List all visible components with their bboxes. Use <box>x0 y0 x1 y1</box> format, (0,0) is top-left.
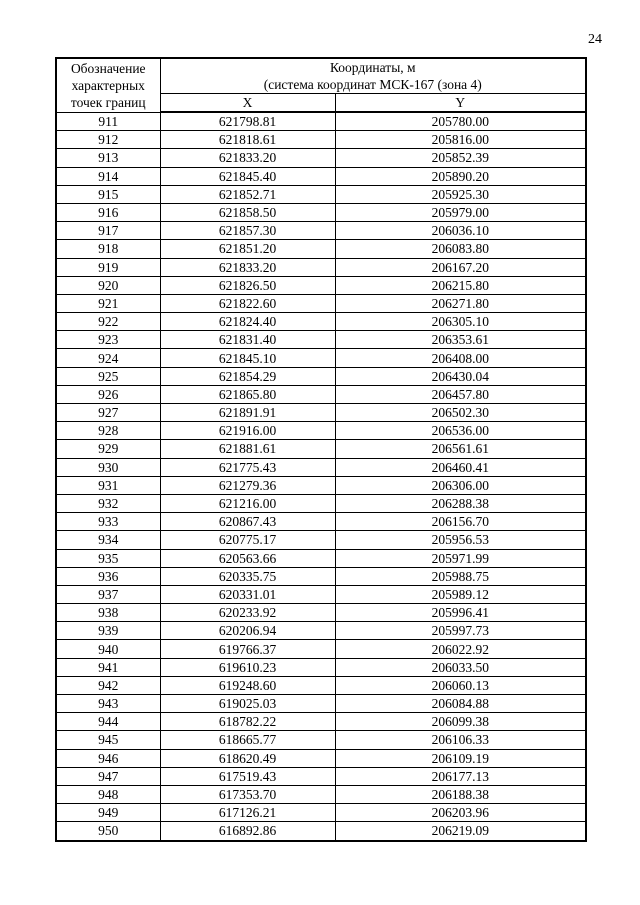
table-row <box>56 149 586 167</box>
y-coordinate-cell: 206502.30 <box>335 404 586 422</box>
table-row <box>56 822 586 841</box>
table-row <box>56 476 586 494</box>
table-row <box>56 422 586 440</box>
x-coordinate-cell: 619610.23 <box>160 658 335 676</box>
y-column-header: Y <box>335 94 586 113</box>
header-label-line: точек границ <box>70 94 146 110</box>
point-id-cell: 912 <box>56 131 160 149</box>
table-row <box>56 276 586 294</box>
point-id-cell: 946 <box>56 749 160 767</box>
table-row <box>56 585 586 603</box>
point-id-cell: 927 <box>56 404 160 422</box>
table-row <box>56 131 586 149</box>
y-coordinate-cell: 206177.13 <box>335 767 586 785</box>
point-id-cell: 925 <box>56 367 160 385</box>
y-coordinate-cell: 205816.00 <box>335 131 586 149</box>
x-coordinate-cell: 619025.03 <box>160 695 335 713</box>
y-coordinate-cell: 206203.96 <box>335 804 586 822</box>
point-id-cell: 938 <box>56 604 160 622</box>
y-coordinate-cell: 205997.73 <box>335 622 586 640</box>
x-coordinate-cell: 621798.81 <box>160 112 335 131</box>
point-id-cell: 911 <box>56 112 160 131</box>
table-row <box>56 731 586 749</box>
y-coordinate-cell: 206156.70 <box>335 513 586 531</box>
x-coordinate-cell: 621824.40 <box>160 313 335 331</box>
point-id-cell: 929 <box>56 440 160 458</box>
y-coordinate-cell: 206188.38 <box>335 785 586 803</box>
table-row <box>56 313 586 331</box>
x-coordinate-cell: 620867.43 <box>160 513 335 531</box>
x-coordinate-cell: 621826.50 <box>160 276 335 294</box>
y-coordinate-cell: 206109.19 <box>335 749 586 767</box>
y-coordinate-cell: 205890.20 <box>335 167 586 185</box>
x-coordinate-cell: 621858.50 <box>160 203 335 221</box>
point-id-cell: 947 <box>56 767 160 785</box>
x-coordinate-cell: 621822.60 <box>160 294 335 312</box>
y-coordinate-cell: 206353.61 <box>335 331 586 349</box>
table-row <box>56 458 586 476</box>
table-row <box>56 385 586 403</box>
y-coordinate-cell: 205925.30 <box>335 185 586 203</box>
y-coordinate-cell: 206060.13 <box>335 676 586 694</box>
table-row <box>56 804 586 822</box>
x-coordinate-cell: 618665.77 <box>160 731 335 749</box>
point-id-cell: 931 <box>56 476 160 494</box>
x-coordinate-cell: 621279.36 <box>160 476 335 494</box>
point-id-cell: 935 <box>56 549 160 567</box>
y-coordinate-cell: 206036.10 <box>335 222 586 240</box>
point-id-cell: 917 <box>56 222 160 240</box>
y-coordinate-cell: 206457.80 <box>335 385 586 403</box>
point-id-cell: 922 <box>56 313 160 331</box>
x-coordinate-cell: 621916.00 <box>160 422 335 440</box>
x-coordinate-cell: 618620.49 <box>160 749 335 767</box>
y-coordinate-cell: 206219.09 <box>335 822 586 841</box>
table-row <box>56 676 586 694</box>
table-row <box>56 785 586 803</box>
y-coordinate-cell: 206022.92 <box>335 640 586 658</box>
x-coordinate-cell: 620335.75 <box>160 567 335 585</box>
table-row <box>56 494 586 512</box>
y-coordinate-cell: 205971.99 <box>335 549 586 567</box>
y-coordinate-cell: 206099.38 <box>335 713 586 731</box>
point-id-cell: 914 <box>56 167 160 185</box>
table-row <box>56 549 586 567</box>
point-id-cell: 941 <box>56 658 160 676</box>
coordinates-table <box>55 57 587 842</box>
coordinates-header-line: (система координат МСК-167 (зона 4) <box>263 77 482 92</box>
point-id-cell: 926 <box>56 385 160 403</box>
table-row <box>56 567 586 585</box>
point-id-cell: 921 <box>56 294 160 312</box>
table-row <box>56 167 586 185</box>
point-id-cell: 945 <box>56 731 160 749</box>
x-coordinate-cell: 621833.20 <box>160 258 335 276</box>
y-coordinate-cell: 205979.00 <box>335 203 586 221</box>
y-coordinate-cell: 206271.80 <box>335 294 586 312</box>
y-coordinate-cell: 205852.39 <box>335 149 586 167</box>
x-coordinate-cell: 619248.60 <box>160 676 335 694</box>
y-coordinate-cell: 206084.88 <box>335 695 586 713</box>
header-label-line: Обозначение <box>70 60 146 76</box>
x-coordinate-cell: 617519.43 <box>160 767 335 785</box>
x-coordinate-cell: 621831.40 <box>160 331 335 349</box>
table-row <box>56 767 586 785</box>
table-row <box>56 658 586 676</box>
y-coordinate-cell: 205996.41 <box>335 604 586 622</box>
x-coordinate-cell: 621891.91 <box>160 404 335 422</box>
table-row <box>56 531 586 549</box>
x-coordinate-cell: 621845.10 <box>160 349 335 367</box>
x-coordinate-cell: 621854.29 <box>160 367 335 385</box>
point-id-cell: 924 <box>56 349 160 367</box>
point-id-cell: 944 <box>56 713 160 731</box>
table-body <box>56 112 586 841</box>
x-coordinate-cell: 621881.61 <box>160 440 335 458</box>
x-coordinate-cell: 621216.00 <box>160 494 335 512</box>
coordinates-header <box>160 58 586 94</box>
y-coordinate-cell: 205989.12 <box>335 585 586 603</box>
x-coordinate-cell: 617126.21 <box>160 804 335 822</box>
point-id-cell: 915 <box>56 185 160 203</box>
point-id-cell: 923 <box>56 331 160 349</box>
point-id-cell: 942 <box>56 676 160 694</box>
point-id-cell: 940 <box>56 640 160 658</box>
table-row <box>56 695 586 713</box>
y-coordinate-cell: 206430.04 <box>335 367 586 385</box>
x-coordinate-cell: 621852.71 <box>160 185 335 203</box>
x-coordinate-cell: 621818.61 <box>160 131 335 149</box>
table-row <box>56 713 586 731</box>
x-coordinate-cell: 621865.80 <box>160 385 335 403</box>
table-row <box>56 622 586 640</box>
y-coordinate-cell: 206460.41 <box>335 458 586 476</box>
y-coordinate-cell: 206106.33 <box>335 731 586 749</box>
table-row <box>56 112 586 131</box>
point-id-cell: 934 <box>56 531 160 549</box>
point-id-cell: 943 <box>56 695 160 713</box>
x-coordinate-cell: 620206.94 <box>160 622 335 640</box>
y-coordinate-cell: 206288.38 <box>335 494 586 512</box>
table-row <box>56 203 586 221</box>
point-id-cell: 930 <box>56 458 160 476</box>
y-coordinate-cell: 206033.50 <box>335 658 586 676</box>
y-coordinate-cell: 206561.61 <box>335 440 586 458</box>
x-column-header: X <box>160 94 335 113</box>
y-coordinate-cell: 205988.75 <box>335 567 586 585</box>
table-row <box>56 222 586 240</box>
x-coordinate-cell: 620775.17 <box>160 531 335 549</box>
point-id-cell: 939 <box>56 622 160 640</box>
point-id-cell: 916 <box>56 203 160 221</box>
point-designation-header <box>56 58 160 112</box>
point-id-cell: 919 <box>56 258 160 276</box>
table-row <box>56 404 586 422</box>
x-coordinate-cell: 621775.43 <box>160 458 335 476</box>
y-coordinate-cell: 206306.00 <box>335 476 586 494</box>
x-coordinate-cell: 620233.92 <box>160 604 335 622</box>
y-coordinate-cell: 205780.00 <box>335 112 586 131</box>
x-coordinate-cell: 620331.01 <box>160 585 335 603</box>
y-coordinate-cell: 205956.53 <box>335 531 586 549</box>
table-row <box>56 240 586 258</box>
table-row <box>56 367 586 385</box>
table-row <box>56 604 586 622</box>
table-row <box>56 258 586 276</box>
coordinates-header-line: Координаты, м <box>329 60 416 75</box>
table-row <box>56 640 586 658</box>
point-id-cell: 937 <box>56 585 160 603</box>
point-id-cell: 913 <box>56 149 160 167</box>
x-coordinate-cell: 621857.30 <box>160 222 335 240</box>
table-row <box>56 349 586 367</box>
x-coordinate-cell: 617353.70 <box>160 785 335 803</box>
point-id-cell: 932 <box>56 494 160 512</box>
point-id-cell: 928 <box>56 422 160 440</box>
page-number: 24 <box>588 32 602 47</box>
point-id-cell: 950 <box>56 822 160 841</box>
x-coordinate-cell: 619766.37 <box>160 640 335 658</box>
y-coordinate-cell: 206083.80 <box>335 240 586 258</box>
x-coordinate-cell: 621851.20 <box>160 240 335 258</box>
x-coordinate-cell: 616892.86 <box>160 822 335 841</box>
y-coordinate-cell: 206536.00 <box>335 422 586 440</box>
point-id-cell: 918 <box>56 240 160 258</box>
point-id-cell: 948 <box>56 785 160 803</box>
table-row <box>56 440 586 458</box>
y-coordinate-cell: 206167.20 <box>335 258 586 276</box>
y-coordinate-cell: 206408.00 <box>335 349 586 367</box>
y-coordinate-cell: 206215.80 <box>335 276 586 294</box>
point-id-cell: 933 <box>56 513 160 531</box>
x-coordinate-cell: 621845.40 <box>160 167 335 185</box>
header-label-line: характерных <box>71 77 145 93</box>
point-id-cell: 936 <box>56 567 160 585</box>
x-coordinate-cell: 620563.66 <box>160 549 335 567</box>
table-row <box>56 513 586 531</box>
x-coordinate-cell: 618782.22 <box>160 713 335 731</box>
point-id-cell: 920 <box>56 276 160 294</box>
x-coordinate-cell: 621833.20 <box>160 149 335 167</box>
table-row <box>56 185 586 203</box>
table-row <box>56 294 586 312</box>
table-row <box>56 749 586 767</box>
point-id-cell: 949 <box>56 804 160 822</box>
table-row <box>56 331 586 349</box>
y-coordinate-cell: 206305.10 <box>335 313 586 331</box>
